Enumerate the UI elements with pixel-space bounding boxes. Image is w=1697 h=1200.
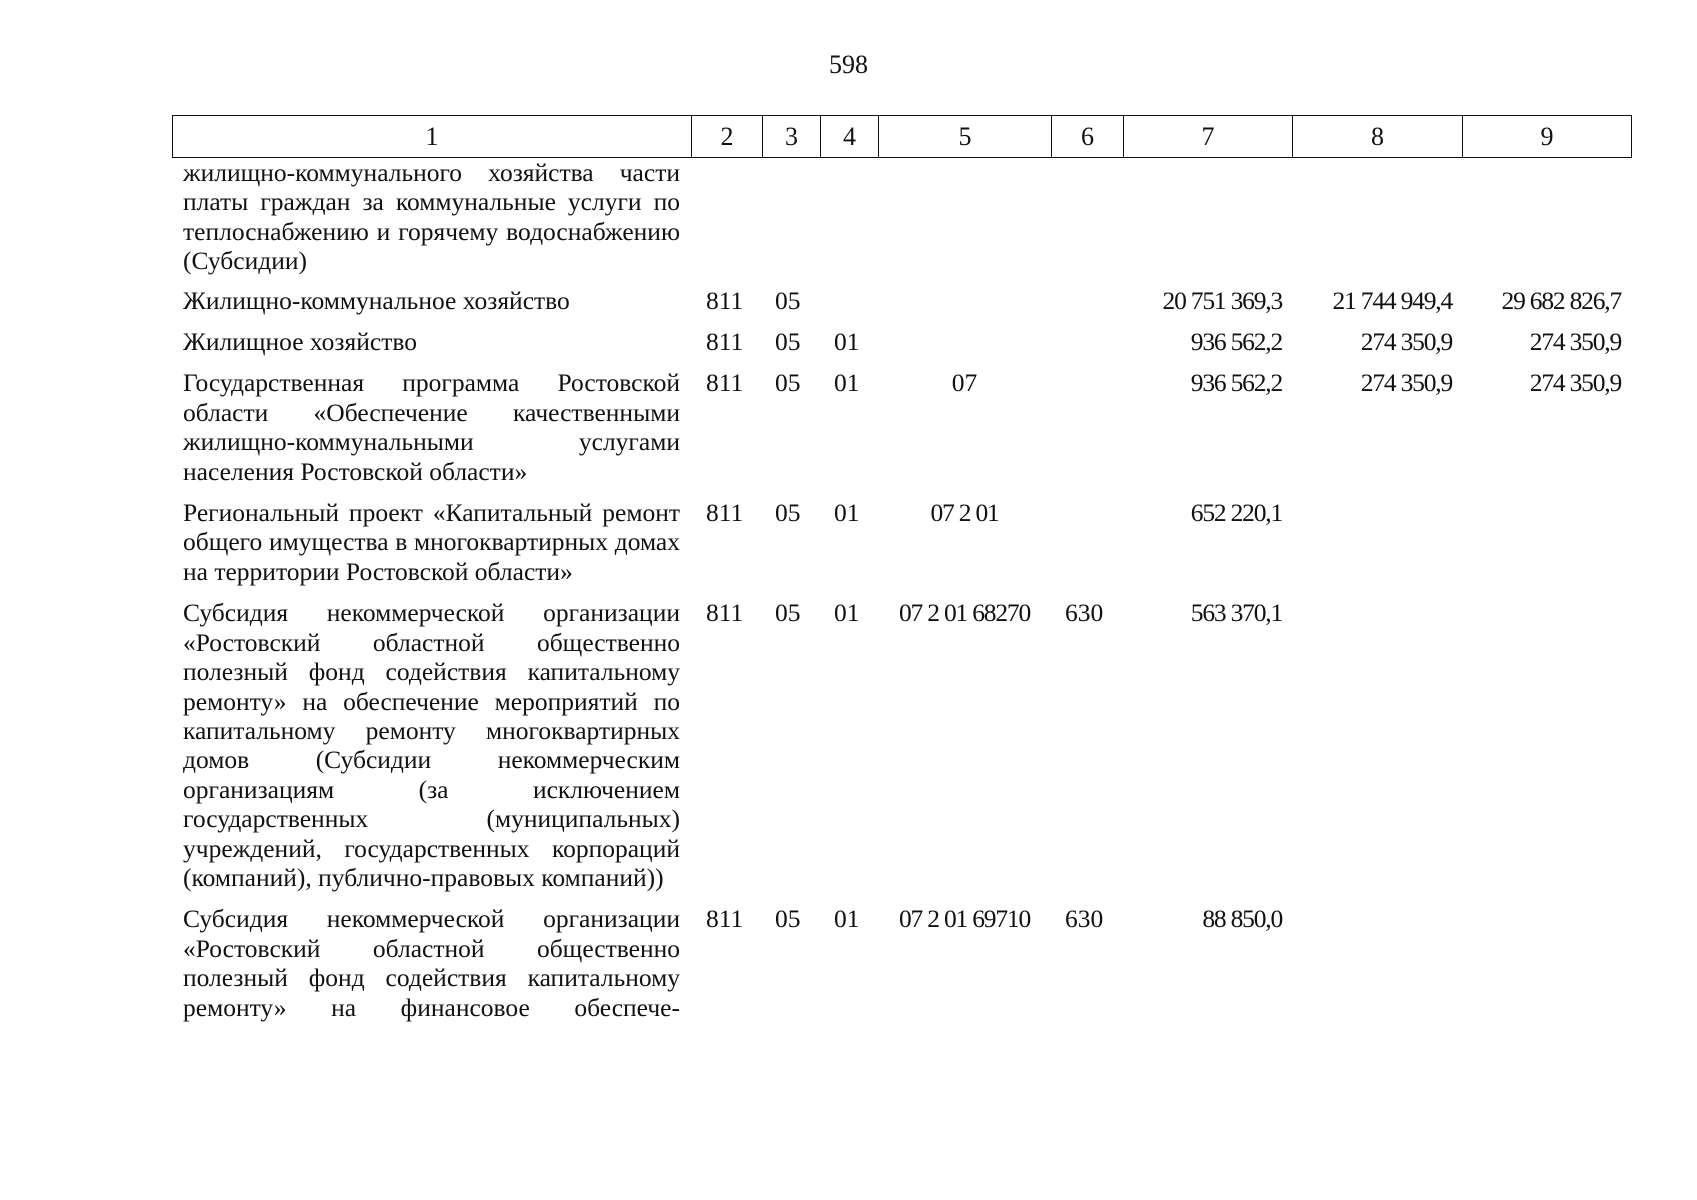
cell-target-article — [878, 286, 1051, 327]
cell-ministry-code: 811 — [706, 598, 744, 628]
cell-expense-type — [1051, 368, 1123, 498]
cell-amount-col7: 20 751 369,3 — [1162, 285, 1282, 315]
cell-section-code: 05 — [775, 285, 801, 315]
cell-amount-col9: 29 682 826,7 — [1501, 285, 1621, 315]
cell-amount-col7: 563 370,1 — [1190, 598, 1282, 628]
cell-section-code: 05 — [775, 368, 801, 398]
header-row — [173, 116, 1632, 158]
column-header-9: 9 — [1463, 116, 1632, 158]
cell-subsection-code: 01 — [834, 598, 860, 628]
cell-ministry-code: 811 — [706, 498, 744, 528]
table-row — [172, 327, 1631, 368]
cell-target-article — [878, 327, 1051, 368]
cell-section-code: 05 — [775, 498, 801, 528]
cell-section-code: 05 — [775, 904, 801, 934]
cell-section-code: 05 — [775, 598, 801, 628]
cell-target-article — [878, 158, 1051, 286]
row-name: жилищно-коммунального хозяйства части платы граждан за коммунальные услуги по теплоснабжению и горячему водоснабжению (Субсидии) — [183, 158, 680, 276]
column-header-6: 6 — [1052, 116, 1124, 158]
cell-amount-col9 — [1462, 158, 1631, 286]
row-name: Государственная программа Ростовской области «Обеспечение качественными жилищно-коммунальными услугами населения Ростовской области» — [183, 368, 680, 486]
column-header-7: 7 — [1124, 116, 1293, 158]
cell-amount-col9 — [1462, 904, 1631, 1034]
row-name: Региональный проект «Капитальный ремонт общего имущества в многоквартирных домах на территории Ростовской области» — [183, 498, 680, 586]
cell-target-article: 07 2 01 — [930, 498, 999, 528]
column-header-5: 5 — [879, 116, 1052, 158]
cell-expense-type — [1051, 286, 1123, 327]
cell-expense-type: 630 — [1065, 598, 1104, 628]
cell-amount-col8: 274 350,9 — [1360, 327, 1452, 357]
table-row — [172, 368, 1631, 498]
cell-subsection-code: 01 — [834, 368, 860, 398]
cell-amount-col8 — [1292, 598, 1462, 904]
cell-subsection-code — [820, 158, 878, 286]
row-name: Субсидия некоммерческой организации «Ростовский областной общественно полезный фонд содействия капитальному ремонту» на финансовое обеспече- — [183, 904, 680, 1022]
cell-target-article: 07 — [951, 368, 978, 398]
table-row — [172, 286, 1631, 327]
column-header-8: 8 — [1293, 116, 1463, 158]
cell-ministry-code: 811 — [706, 368, 744, 398]
cell-amount-col8: 21 744 949,4 — [1332, 285, 1452, 315]
column-header-3: 3 — [763, 116, 821, 158]
table-row — [172, 158, 1631, 286]
table-row — [172, 598, 1631, 904]
cell-amount-col7: 88 850,0 — [1202, 904, 1282, 934]
row-name: Жилищно-коммунальное хозяйство — [183, 285, 570, 315]
column-header-4: 4 — [821, 116, 879, 158]
cell-amount-col9: 274 350,9 — [1529, 368, 1621, 398]
cell-amount-col7: 652 220,1 — [1190, 498, 1282, 528]
cell-subsection-code: 01 — [834, 498, 860, 528]
cell-section-code — [762, 158, 820, 286]
column-header-2: 2 — [692, 116, 763, 158]
cell-amount-col9 — [1462, 498, 1631, 598]
cell-expense-type — [1051, 498, 1123, 598]
cell-subsection-code — [820, 286, 878, 327]
cell-ministry-code: 811 — [706, 327, 744, 357]
cell-expense-type — [1051, 158, 1123, 286]
cell-amount-col7 — [1123, 158, 1292, 286]
cell-amount-col8 — [1292, 158, 1462, 286]
cell-amount-col7: 936 562,2 — [1190, 368, 1282, 398]
cell-subsection-code: 01 — [834, 904, 860, 934]
cell-target-article: 07 2 01 69710 — [898, 904, 1031, 934]
cell-target-article: 07 2 01 68270 — [898, 598, 1031, 628]
table-row — [172, 904, 1631, 1034]
cell-amount-col9: 274 350,9 — [1529, 327, 1621, 357]
page-number: 598 — [829, 50, 868, 79]
cell-amount-col8: 274 350,9 — [1360, 368, 1452, 398]
cell-ministry-code: 811 — [706, 904, 744, 934]
cell-amount-col7: 936 562,2 — [1190, 327, 1282, 357]
budget-table — [172, 158, 1631, 1034]
cell-subsection-code: 01 — [834, 327, 860, 357]
cell-ministry-code — [691, 158, 762, 286]
cell-section-code: 05 — [775, 327, 801, 357]
cell-amount-col8 — [1292, 904, 1462, 1034]
row-name: Субсидия некоммерческой организации «Ростовский областной общественно полезный фонд содействия капитальному ремонту» на обеспечение мероприятий по капитальному ремонту многоквартирных домов (Субсидии некоммерческим организациям (за исключением государственных (муниципальных) учреждений, государственных корпораций (компаний), публично-правовых компаний)) — [183, 598, 680, 892]
row-name: Жилищное хозяйство — [183, 327, 417, 357]
cell-amount-col8 — [1292, 498, 1462, 598]
cell-ministry-code: 811 — [706, 285, 744, 315]
table-header — [172, 115, 1632, 158]
cell-expense-type: 630 — [1065, 904, 1104, 934]
cell-expense-type — [1051, 327, 1123, 368]
cell-amount-col9 — [1462, 598, 1631, 904]
column-header-1: 1 — [173, 116, 692, 158]
table-row — [172, 498, 1631, 598]
